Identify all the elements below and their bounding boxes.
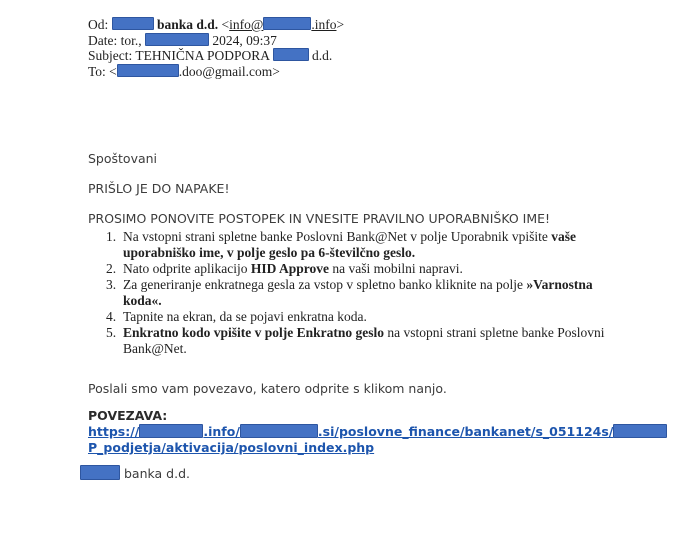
recipient-email: .doo@gmail.com> <box>178 63 280 79</box>
list-item <box>106 277 611 309</box>
angle-open: < <box>221 17 230 32</box>
header-subject-line <box>88 48 344 64</box>
step-text <box>123 309 611 325</box>
numbered-steps-list <box>106 229 611 357</box>
step-text-regular: Tapnite na ekran, da se pojavi enkratna koda. <box>123 309 367 324</box>
date-value: 2024, 09:37 <box>212 32 277 48</box>
signature-text: banka d.d. <box>124 466 190 481</box>
sender-email-link[interactable]: info@ <box>229 17 264 32</box>
redaction-box-sender-name <box>112 17 154 30</box>
step-text <box>123 261 611 277</box>
step-text <box>123 277 611 309</box>
step-text-regular: Nato odprite aplikacijo <box>123 261 251 276</box>
list-item <box>106 325 611 357</box>
step-number: 3. <box>106 277 117 292</box>
sender-email-tld-link[interactable]: .info <box>311 17 337 32</box>
date-label: Date: tor., <box>88 32 142 48</box>
step-text-after: na vaši mobilni napravi. <box>328 261 463 276</box>
subject-suffix: d.d. <box>312 48 333 63</box>
list-item <box>106 309 611 325</box>
step-text-bold: Enkratno kodo vpišite v polje Enkratno geslo <box>123 325 385 340</box>
angle-close: > <box>336 17 345 32</box>
step-number: 2. <box>106 261 117 276</box>
subject-label: Subject: TEHNIČNA PODPORA <box>88 48 270 63</box>
link-line-1[interactable] <box>88 424 667 440</box>
redaction-box-signature <box>80 465 120 480</box>
step-text-bold: vaše uporabniško ime, v polje geslo pa 6-številčno geslo. <box>123 229 576 260</box>
header-from-line <box>88 17 344 33</box>
from-label: Od: <box>88 17 109 32</box>
redaction-box-subject-company <box>273 48 309 61</box>
redaction-box-date <box>145 33 209 46</box>
redaction-box-link-domain <box>139 424 203 438</box>
step-number: 4. <box>106 309 117 324</box>
redaction-box-link-subpath <box>240 424 318 438</box>
step-text-regular: Za generiranje enkratnega gesla za vstop v spletno banko kliknite na polje <box>123 277 527 292</box>
link-part-path[interactable]: .si/poslovne_finance/bankanet/s_051124s/ <box>317 424 614 439</box>
signature-line <box>80 465 190 481</box>
email-header <box>88 17 344 79</box>
link-part-path2[interactable]: P_podjetja/aktivacija/poslovni_index.php <box>88 440 375 455</box>
povezava-label: POVEZAVA: <box>88 408 168 423</box>
phishing-link[interactable] <box>88 424 667 456</box>
error-message-text: PRIŠLO JE DO NAPAKE! <box>88 181 230 196</box>
instruction-text: PROSIMO PONOVITE POSTOPEK IN VNESITE PRAVILNO UPORABNIŠKO IME! <box>88 211 551 226</box>
redaction-box-email-domain <box>263 17 311 30</box>
step-text-bold: HID Approve <box>250 261 329 276</box>
step-text-after: na vstopni strani spletne banke Poslovni Bank@Net. <box>123 325 605 356</box>
redaction-box-recipient <box>117 64 179 77</box>
step-number: 1. <box>106 229 117 244</box>
step-text-regular: Na vstopni strani spletne banke Poslovni Bank@Net v polje Uporabnik vpišite <box>123 229 552 244</box>
to-label: To: < <box>88 63 117 79</box>
sender-name: banka d.d. <box>157 17 219 32</box>
link-part-info[interactable]: .info/ <box>203 424 240 439</box>
step-text-bold: »Varnostna koda«. <box>123 277 593 308</box>
link-part-protocol[interactable]: https:// <box>88 424 140 439</box>
link-line-2[interactable] <box>88 440 667 456</box>
header-date-line <box>88 33 344 49</box>
step-number: 5. <box>106 325 117 340</box>
redaction-box-link-end <box>613 424 667 438</box>
salutation-text: Spoštovani <box>88 151 158 166</box>
list-item <box>106 261 611 277</box>
header-to-line <box>88 64 344 80</box>
step-text <box>123 229 611 261</box>
link-sentence-text: Poslali smo vam povezavo, katero odprite s klikom nanjo. <box>88 381 447 396</box>
list-item <box>106 229 611 261</box>
step-text <box>123 325 611 357</box>
